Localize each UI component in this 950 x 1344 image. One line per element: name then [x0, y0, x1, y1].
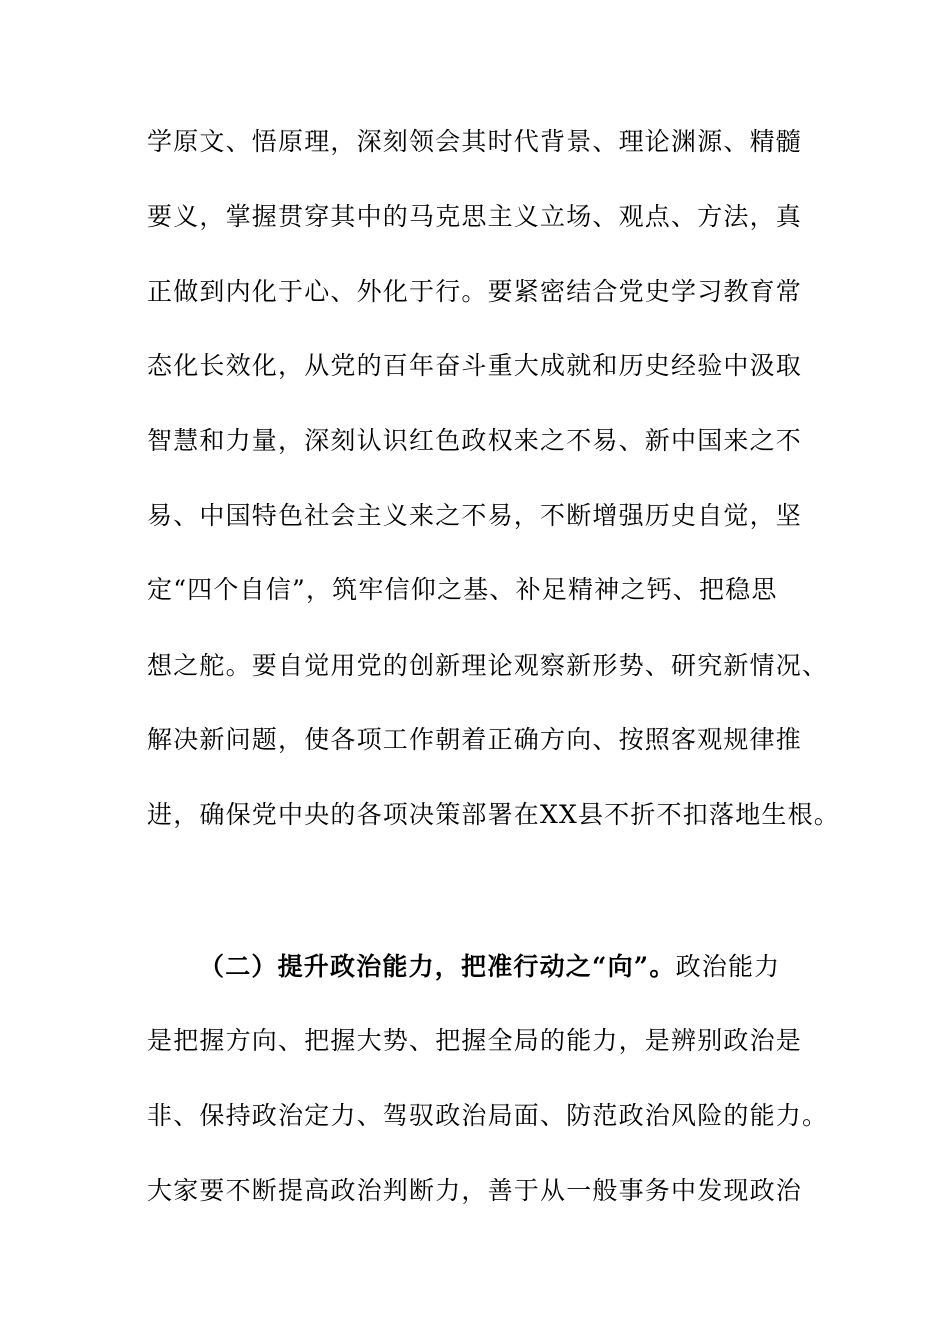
paragraph-line: 态化长效化，从党的百年奋斗重大成就和历史经验中汲取 [147, 351, 803, 380]
section-heading: （二）提升政治能力，把准行动之“向”。 [199, 952, 676, 981]
paragraph-line: 是把握方向、把握大势、把握全局的能力，是辨别政治是 [147, 1026, 803, 1055]
paragraph-line: 解决新问题，使各项工作朝着正确方向、按照客观规律推 [147, 725, 803, 754]
paragraph-line: 大家要不断提高政治判断力，善于从一般事务中发现政治 [147, 1176, 803, 1205]
paragraph-line: 进，确保党中央的各项决策部署在XX县不折不扣落地生根。 [147, 800, 840, 829]
paragraph-first-line [199, 951, 780, 983]
paragraph-line: 智慧和力量，深刻认识红色政权来之不易、新中国来之不 [147, 426, 803, 455]
paragraph-line: 要义，掌握贯穿其中的马克思主义立场、观点、方法，真 [147, 202, 803, 231]
paragraph-line: 想之舵。要自觉用党的创新理论观察新形势、研究新情况、 [147, 651, 829, 680]
paragraph-line: 学原文、悟原理，深刻领会其时代背景、理论渊源、精髓 [147, 127, 803, 156]
paragraph-line: 易、中国特色社会主义来之不易，不断增强历史自觉，坚 [147, 501, 803, 530]
paragraph-line: 非、保持政治定力、驾驭政治局面、防范政治风险的能力。 [147, 1101, 829, 1130]
paragraph-line: 正做到内化于心、外化于行。要紧密结合党史学习教育常 [147, 277, 803, 306]
paragraph-line: 定“四个自信”，筑牢信仰之基、补足精神之钙、把稳思 [147, 575, 778, 604]
paragraph-text: 政治能力 [675, 952, 781, 981]
